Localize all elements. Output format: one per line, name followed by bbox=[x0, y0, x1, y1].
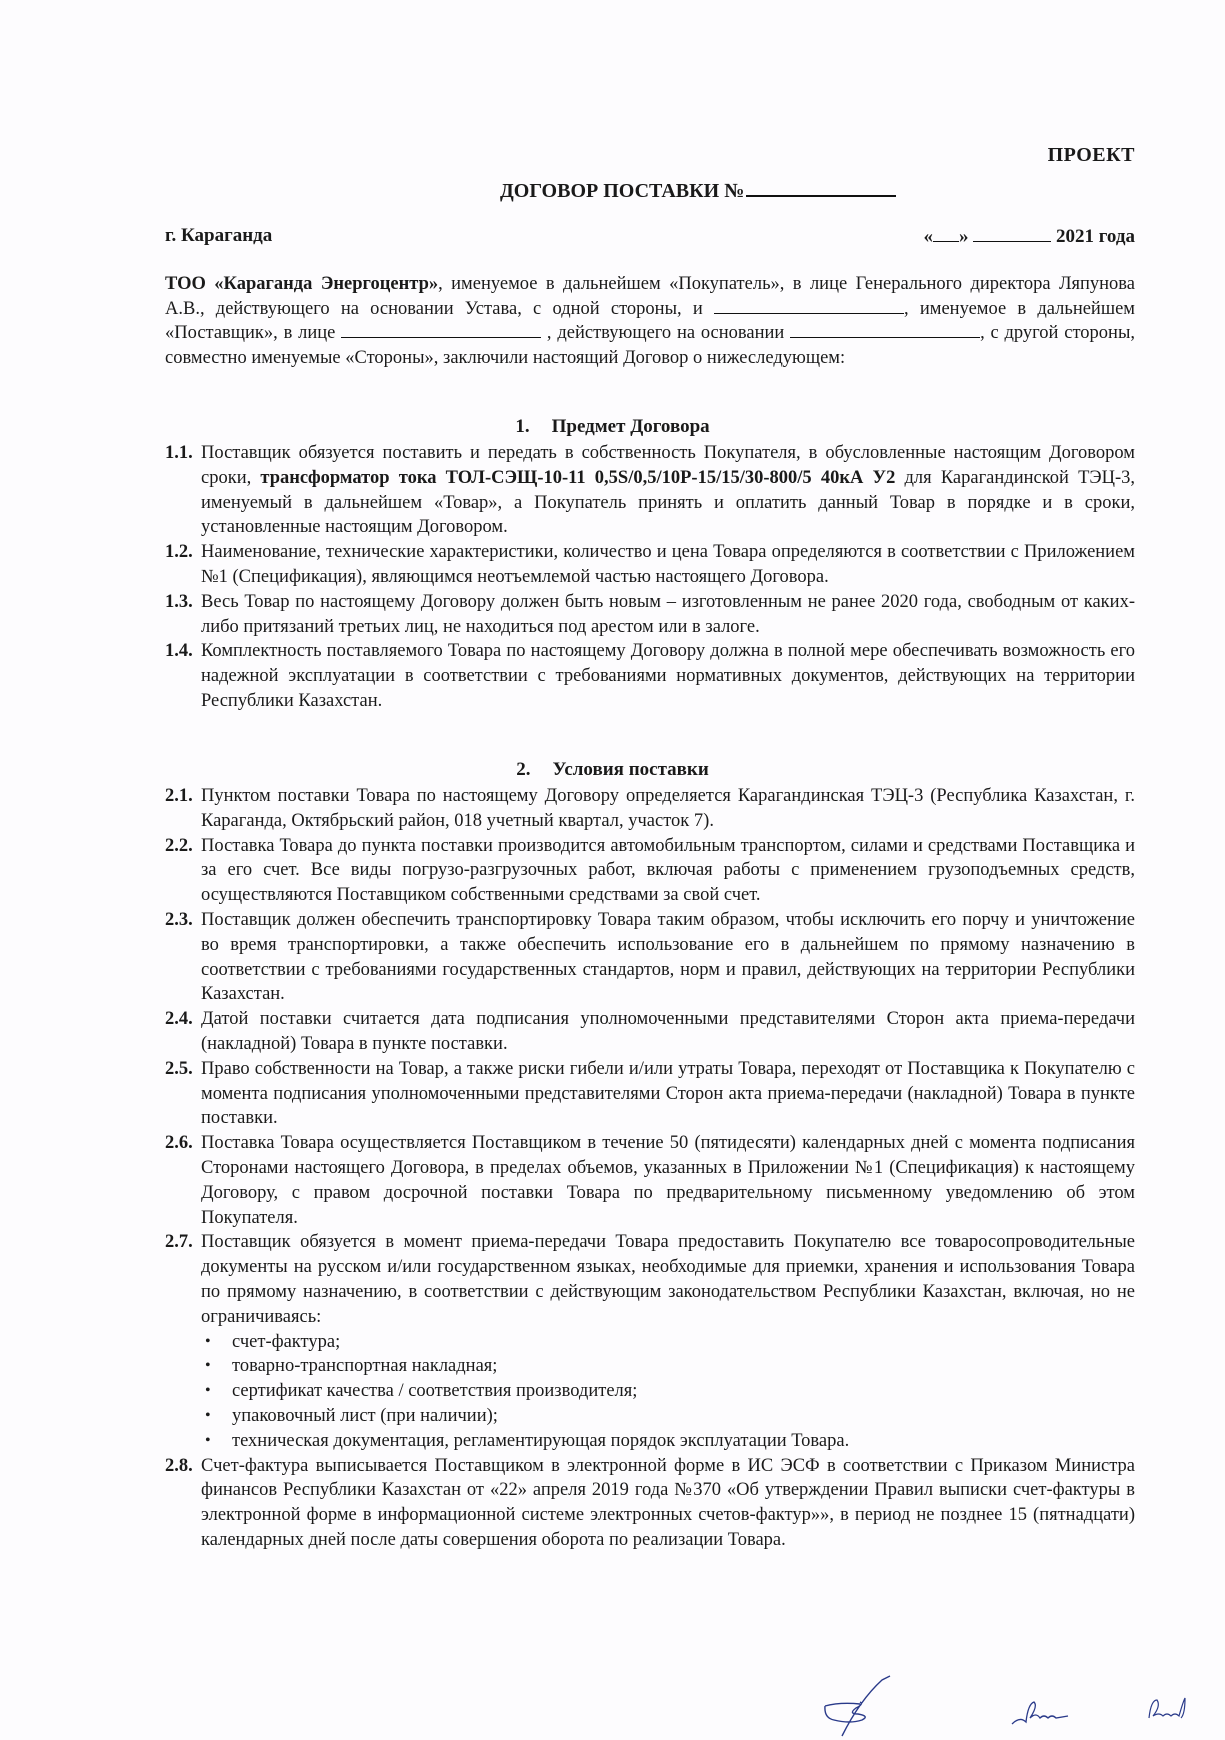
clause-2-2 bbox=[165, 834, 1135, 908]
clause-1-4 bbox=[165, 639, 1135, 713]
clause-number: 1.2. bbox=[165, 542, 193, 563]
list-item bbox=[205, 1330, 1135, 1355]
section-1-clauses bbox=[165, 441, 1135, 714]
date-open-quote: « bbox=[923, 226, 934, 247]
clause-text: Комплектность поставляемого Товара по настоящему Договору должна в полной мере обеспечивать возможность его надежной эксплуатации в соответствии с требованиями нормативных документов, действующих на территории Республики Казахстан. bbox=[201, 641, 1135, 711]
list-item bbox=[205, 1379, 1135, 1404]
bullet-icon: • bbox=[205, 1332, 211, 1350]
clause-number: 2.5. bbox=[165, 1058, 193, 1079]
clause-text: Поставка Товара осуществляется Поставщиком в течение 50 (пятидесяти) календарных дней с момента подписания Сторонами настоящего Договора, в пределах объемов, указанных в Приложении №1 (Спецификация) к настоящему Договору, с правом досрочной поставки Товара по предварительному письменному уведомлению об этом Покупателя. bbox=[201, 1133, 1135, 1228]
section-2-heading bbox=[0, 759, 1225, 781]
supplier-basis-blank bbox=[790, 321, 980, 338]
list-item bbox=[205, 1354, 1135, 1379]
list-item-text: техническая документация, регламентирующая порядок эксплуатации Товара. bbox=[232, 1430, 850, 1451]
list-item-text: счет-фактура; bbox=[232, 1331, 341, 1352]
list-item-text: сертификат качества / соответствия производителя; bbox=[232, 1381, 638, 1402]
section-number: 1. bbox=[515, 416, 530, 437]
clause-number: 2.7. bbox=[165, 1232, 193, 1253]
clause-number: 2.2. bbox=[165, 835, 193, 856]
clause-text: Поставщик обязуется в момент приема-передачи Товара предоставить Покупателю все товаросопроводительные документы на русском и/или государственном языках, необходимые для приемки, хранения и использования Товара по прямому назначению, в соответствии с действующим законодательством Республики Казахстан, включая, но не ограничиваясь: bbox=[201, 1232, 1135, 1327]
initials-icon bbox=[1145, 1694, 1195, 1724]
section-title: Условия поставки bbox=[552, 759, 709, 780]
initials-icon bbox=[1010, 1698, 1080, 1728]
clause-1-1 bbox=[165, 441, 1135, 540]
clause-text: Поставщик должен обеспечить транспортировку Товара таким образом, чтобы исключить его порчу и уничтожение во время транспортировки, а также обеспечить использование его в дальнейшем по прямому назначению в соответствии с требованиями государственных стандартов, норм и правил, действующих на территории Республики Казахстан. bbox=[201, 909, 1135, 1005]
supplier-name-blank bbox=[714, 297, 904, 314]
clause-number: 2.1. bbox=[165, 786, 193, 806]
clause-number: 1.3. bbox=[165, 591, 193, 612]
signatures-area bbox=[0, 1680, 1225, 1738]
buyer-name: ТОО «Караганда Энергоцентр» bbox=[165, 274, 439, 294]
clause-2-7 bbox=[165, 1230, 1135, 1329]
clause-text: Пунктом поставки Товара по настоящему Договору определяется Карагандинская ТЭЦ-3 (Республика Казахстан, г. Караганда, Октябрьский район, 018 учетный квартал, участок 7). bbox=[201, 786, 1135, 831]
product-name: трансформатор тока ТОЛ-СЭЩ-10-11 0,5S/0,5/10Р-15/15/30-800/5 40кА У2 bbox=[260, 467, 896, 488]
day-blank bbox=[933, 225, 959, 242]
clause-1-3 bbox=[165, 590, 1135, 640]
clause-number: 1.4. bbox=[165, 641, 193, 662]
clause-text-part: Поставщик обязуется поставить и передать в собственность Покупателя, в обусловленные настоящим Договором сроки, bbox=[201, 443, 1135, 488]
signature-icon bbox=[820, 1670, 930, 1740]
clause-number: 1.1. bbox=[165, 443, 193, 463]
date-year: 2021 года bbox=[1056, 226, 1135, 247]
clause-number: 2.6. bbox=[165, 1133, 193, 1154]
section-1-heading bbox=[0, 416, 1225, 438]
clause-1-2 bbox=[165, 540, 1135, 590]
clause-2-5 bbox=[165, 1057, 1135, 1131]
document-title bbox=[500, 177, 896, 203]
clause-text: Право собственности на Товар, а также риски гибели и/или утраты Товара, переходят от Поставщика к Покупателю с момента подписания уполномоченными представителями Сторон акта приема-передачи (накладной) Товара в пункте поставки. bbox=[201, 1058, 1135, 1129]
preamble-text-3: , действующего на основании bbox=[541, 323, 791, 344]
clause-text: Весь Товар по настоящему Договору должен быть новым – изготовленным не ранее 2020 года, свободным от каких-либо притязаний третьих лиц, не находиться под арестом или в залоге. bbox=[201, 591, 1135, 637]
supplier-representative-blank bbox=[341, 321, 541, 338]
draft-label: ПРОЕКТ bbox=[1047, 144, 1135, 166]
preamble-text-2: , именуемое в дальнейшем «Поставщик», в лице bbox=[165, 298, 1135, 344]
clause-text: Поставка Товара до пункта поставки производится автомобильным транспортом, силами и средствами Поставщика и за его счет. Все виды погрузо-разгрузочных работ, включая работы с применением грузоподъемных средств, осуществляются Поставщиком собственными средствами за свой счет. bbox=[201, 835, 1135, 906]
list-item-text: товарно-транспортная накладная; bbox=[232, 1356, 498, 1377]
bullet-icon: • bbox=[205, 1406, 211, 1424]
clause-2-8 bbox=[165, 1454, 1135, 1553]
bullet-icon: • bbox=[205, 1357, 211, 1375]
contract-number-blank bbox=[746, 177, 896, 197]
contract-date bbox=[924, 225, 1135, 248]
section-title: Предмет Договора bbox=[551, 416, 710, 437]
city: г. Караганда bbox=[165, 225, 273, 246]
month-blank bbox=[973, 225, 1051, 242]
document-title-text: ДОГОВОР ПОСТАВКИ № bbox=[500, 180, 745, 202]
clause-2-3 bbox=[165, 908, 1135, 1007]
documents-list bbox=[165, 1330, 1135, 1454]
clause-text: Датой поставки считается дата подписания уполномоченными представителями Сторон акта приема-передачи (накладной) Товара в пункте поставки. bbox=[201, 1009, 1135, 1054]
clause-number: 2.4. bbox=[165, 1009, 193, 1030]
list-item-text: упаковочный лист (при наличии); bbox=[232, 1405, 498, 1426]
preamble-text-4: , с другой стороны, совместно именуемые «Стороны», заключили настоящий Договор о нижеследующем: bbox=[165, 323, 1136, 368]
preamble-text-1: , именуемое в дальнейшем «Покупатель», в лице Генерального директора Ляпунова А.В., действующего на основании Устава, с одной стороны, и bbox=[165, 274, 1135, 319]
clause-2-4 bbox=[165, 1007, 1135, 1057]
clause-2-6 bbox=[165, 1131, 1135, 1230]
clause-number: 2.3. bbox=[165, 909, 193, 930]
bullet-icon: • bbox=[205, 1382, 211, 1400]
section-2-clauses bbox=[165, 784, 1135, 1553]
clause-text: Счет-фактура выписывается Поставщиком в электронной форме в ИС ЭСФ в соответствии с Приказом Министра финансов Республики Казахстан от «22» апреля 2019 года №370 «Об утверждении Правил выписки счет-фактуры в электронной форме в информационной системе электронных счетов-фактур»», в период не позднее 15 (пятнадцати) календарных дней после даты совершения оборота по реализации Товара. bbox=[201, 1455, 1135, 1550]
clause-text-part: для Карагандинской ТЭЦ-3, именуемый в дальнейшем «Товар», а Покупатель принять и оплатить данный Товар в порядке и в сроки, установленные настоящим Договором. bbox=[201, 467, 1135, 538]
clause-text: Наименование, технические характеристики, количество и цена Товара определяются в соответствии с Приложением №1 (Спецификация), являющимся неотъемлемой частью настоящего Договора. bbox=[201, 542, 1135, 587]
section-number: 2. bbox=[516, 759, 531, 780]
date-close-quote: » bbox=[959, 226, 969, 247]
clause-text bbox=[201, 441, 1135, 540]
clause-number: 2.8. bbox=[165, 1455, 193, 1476]
preamble bbox=[165, 272, 1135, 370]
list-item bbox=[205, 1429, 1135, 1454]
bullet-icon: • bbox=[205, 1431, 211, 1449]
clause-2-1 bbox=[165, 784, 1135, 834]
list-item bbox=[205, 1404, 1135, 1429]
